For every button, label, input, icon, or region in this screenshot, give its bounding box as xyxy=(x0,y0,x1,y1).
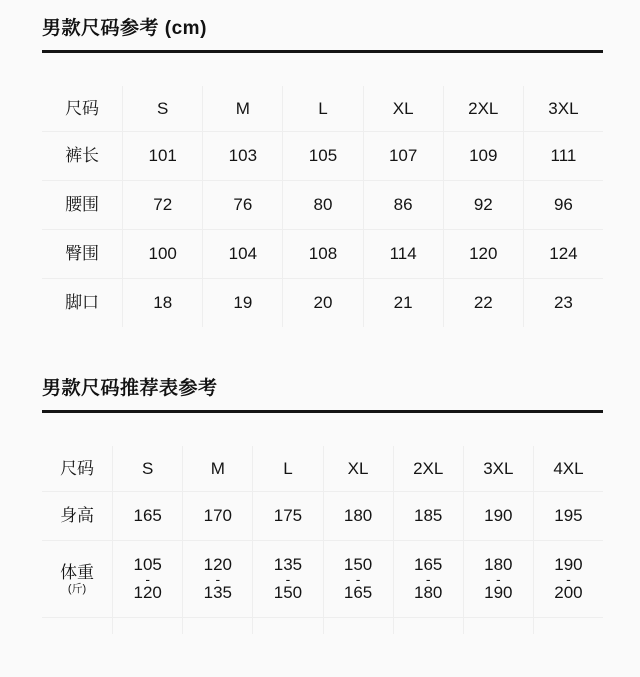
size-reference-section xyxy=(42,0,603,327)
range-dash: - xyxy=(355,571,361,587)
header-cell: 尺码 xyxy=(60,458,95,478)
range-from: 150 xyxy=(343,555,373,574)
value-cell: 86 xyxy=(363,180,443,229)
value-cell: 111 xyxy=(523,131,603,180)
range-to: 200 xyxy=(554,583,583,602)
size-reference-title: 男款尺码参考 (cm) xyxy=(42,18,207,39)
value-cell: 170 xyxy=(182,491,252,540)
value-cell xyxy=(112,540,182,617)
value-cell: 72 xyxy=(122,180,202,229)
value-cell: 23 xyxy=(523,278,603,327)
header-cell: XL xyxy=(363,86,443,131)
header-cell: 尺码 xyxy=(65,98,100,118)
value-cell: 108 xyxy=(282,229,362,278)
value-cell: 22 xyxy=(443,278,523,327)
stub-cell xyxy=(463,617,533,634)
value-cell xyxy=(252,540,322,617)
value-cell xyxy=(323,540,393,617)
stub-cell xyxy=(533,617,603,634)
range-from: 105 xyxy=(133,555,162,574)
range-to: 150 xyxy=(273,583,303,602)
row-label-text: 身高 xyxy=(60,506,95,525)
value-cell: 120 xyxy=(443,229,523,278)
value-cell: 92 xyxy=(443,180,523,229)
size-recommendation-section xyxy=(42,377,603,634)
value-cell: 180 xyxy=(323,491,393,540)
range-from: 165 xyxy=(414,555,443,574)
value-cell: 101 xyxy=(122,131,202,180)
value-cell xyxy=(182,540,252,617)
value-cell: 185 xyxy=(393,491,463,540)
value-cell: 114 xyxy=(363,229,443,278)
range-dash: - xyxy=(215,571,221,587)
size-chart-page xyxy=(42,0,603,634)
header-cell: M xyxy=(202,86,282,131)
value-cell: 76 xyxy=(202,180,282,229)
value-cell: 107 xyxy=(363,131,443,180)
range-dash: - xyxy=(495,571,501,587)
range-to: 180 xyxy=(414,583,443,602)
header-cell: S xyxy=(122,86,202,131)
value-cell: 96 xyxy=(523,180,603,229)
row-label-text: 体重 xyxy=(60,562,95,582)
header-cell: 3XL xyxy=(523,86,603,131)
value-cell: 19 xyxy=(202,278,282,327)
row-label-cell xyxy=(42,131,122,180)
stub-cell xyxy=(42,617,112,634)
header-cell: L xyxy=(282,86,362,131)
row-label-text: 裤长 xyxy=(65,146,100,165)
range-to: 190 xyxy=(484,583,513,602)
row-label-unit: (斤) xyxy=(67,582,87,595)
header-cell: M xyxy=(182,446,252,491)
range-to: 135 xyxy=(203,583,232,602)
range-to: 165 xyxy=(343,583,373,602)
header-cell: XL xyxy=(323,446,393,491)
title-rule xyxy=(42,50,603,53)
value-cell: 80 xyxy=(282,180,362,229)
range-to: 120 xyxy=(133,583,162,602)
value-cell: 109 xyxy=(443,131,523,180)
value-cell: 105 xyxy=(282,131,362,180)
range-dash: - xyxy=(285,571,291,587)
row-label-text: 腰围 xyxy=(65,195,100,214)
row-label-cell xyxy=(42,180,122,229)
value-cell: 20 xyxy=(282,278,362,327)
header-cell: 3XL xyxy=(463,446,533,491)
value-cell: 165 xyxy=(112,491,182,540)
stub-cell xyxy=(323,617,393,634)
value-cell: 21 xyxy=(363,278,443,327)
range-dash: - xyxy=(425,571,431,587)
value-cell: 190 xyxy=(463,491,533,540)
row-label-cell xyxy=(42,278,122,327)
size-reference-table xyxy=(42,86,603,327)
range-from: 135 xyxy=(273,555,303,574)
range-dash: - xyxy=(145,571,151,587)
value-cell: 100 xyxy=(122,229,202,278)
range-from: 120 xyxy=(203,555,232,574)
row-label-cell xyxy=(42,229,122,278)
range-dash: - xyxy=(566,571,571,587)
stub-cell xyxy=(393,617,463,634)
value-cell: 104 xyxy=(202,229,282,278)
size-recommendation-table xyxy=(42,446,603,634)
value-cell: 18 xyxy=(122,278,202,327)
stub-cell xyxy=(112,617,182,634)
value-cell: 195 xyxy=(533,491,603,540)
range-from: 190 xyxy=(554,555,583,574)
row-label-cell xyxy=(42,491,112,540)
header-cell: 4XL xyxy=(533,446,603,491)
header-cell: S xyxy=(112,446,182,491)
value-cell: 175 xyxy=(252,491,322,540)
row-label-cell xyxy=(42,540,112,617)
size-recommendation-title: 男款尺码推荐表参考 xyxy=(42,378,218,399)
value-cell xyxy=(393,540,463,617)
stub-cell xyxy=(182,617,252,634)
header-cell: 2XL xyxy=(443,86,523,131)
row-label-text: 臀围 xyxy=(65,244,100,263)
value-cell xyxy=(533,540,603,617)
value-cell: 103 xyxy=(202,131,282,180)
value-cell xyxy=(463,540,533,617)
header-cell: L xyxy=(252,446,322,491)
header-cell: 2XL xyxy=(393,446,463,491)
value-cell: 124 xyxy=(523,229,603,278)
title-rule xyxy=(42,410,603,413)
row-label-text: 脚口 xyxy=(65,293,100,312)
stub-cell xyxy=(252,617,322,634)
range-from: 180 xyxy=(484,555,513,574)
